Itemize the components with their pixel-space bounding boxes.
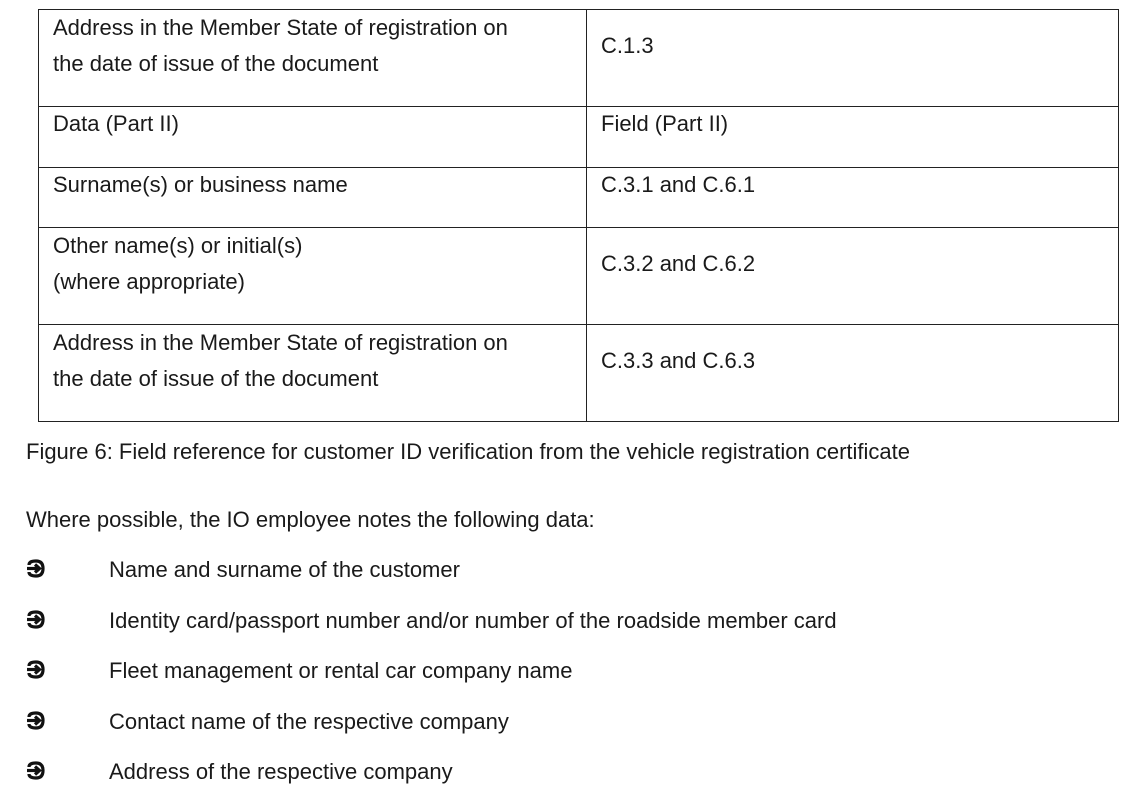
- field-cell: [587, 10, 1119, 107]
- data-cell-line: the date of issue of the document: [53, 51, 379, 76]
- field-cell-text: C.1.3: [601, 33, 654, 58]
- intro-text: Where possible, the IO employee notes the following data:: [26, 507, 595, 532]
- field-cell-text: Field (Part II): [601, 111, 729, 136]
- data-cell-text: Surname(s) or business name: [53, 172, 348, 197]
- data-cell: [39, 10, 587, 107]
- field-cell: [587, 168, 1119, 228]
- table-row: [39, 325, 1119, 422]
- field-cell: [587, 325, 1119, 422]
- field-cell-text: C.3.2 and C.6.2: [601, 251, 756, 276]
- data-cell: [39, 325, 587, 422]
- circled-arrow-icon: [26, 610, 46, 630]
- table-row: [39, 228, 1119, 325]
- bullet-text: Fleet management or rental car company name: [109, 658, 573, 683]
- data-cell-line: Address in the Member State of registration on: [53, 15, 508, 40]
- bullet-text: Address of the respective company: [109, 759, 453, 784]
- data-cell-line: the date of issue of the document: [53, 366, 379, 391]
- bullet-text: Name and surname of the customer: [109, 557, 460, 582]
- data-cell-line: Address in the Member State of registration on: [53, 330, 508, 355]
- table-row: [39, 10, 1119, 107]
- data-cell-line: Other name(s) or initial(s): [53, 233, 303, 258]
- figure-caption: Figure 6: Field reference for customer ID verification from the vehicle registration certificate: [26, 439, 911, 464]
- field-reference-table: [38, 9, 1119, 422]
- table-row: [39, 168, 1119, 228]
- data-cell: [39, 228, 587, 325]
- data-cell-text: Data (Part II): [53, 111, 179, 136]
- field-cell-text: C.3.1 and C.6.1: [601, 172, 756, 197]
- data-cell-line: (where appropriate): [53, 269, 245, 294]
- circled-arrow-icon: [26, 761, 46, 781]
- bullet-text: Contact name of the respective company: [109, 708, 509, 734]
- bullet-text: Identity card/passport number and/or number of the roadside member card: [109, 607, 837, 633]
- data-cell: [39, 107, 587, 168]
- circled-arrow-icon: [26, 711, 46, 731]
- table-row: [39, 107, 1119, 168]
- field-cell-text: C.3.3 and C.6.3: [601, 348, 756, 373]
- field-cell: [587, 107, 1119, 168]
- field-cell: [587, 228, 1119, 325]
- circled-arrow-icon: [26, 559, 46, 579]
- data-cell: [39, 168, 587, 228]
- circled-arrow-icon: [26, 660, 46, 680]
